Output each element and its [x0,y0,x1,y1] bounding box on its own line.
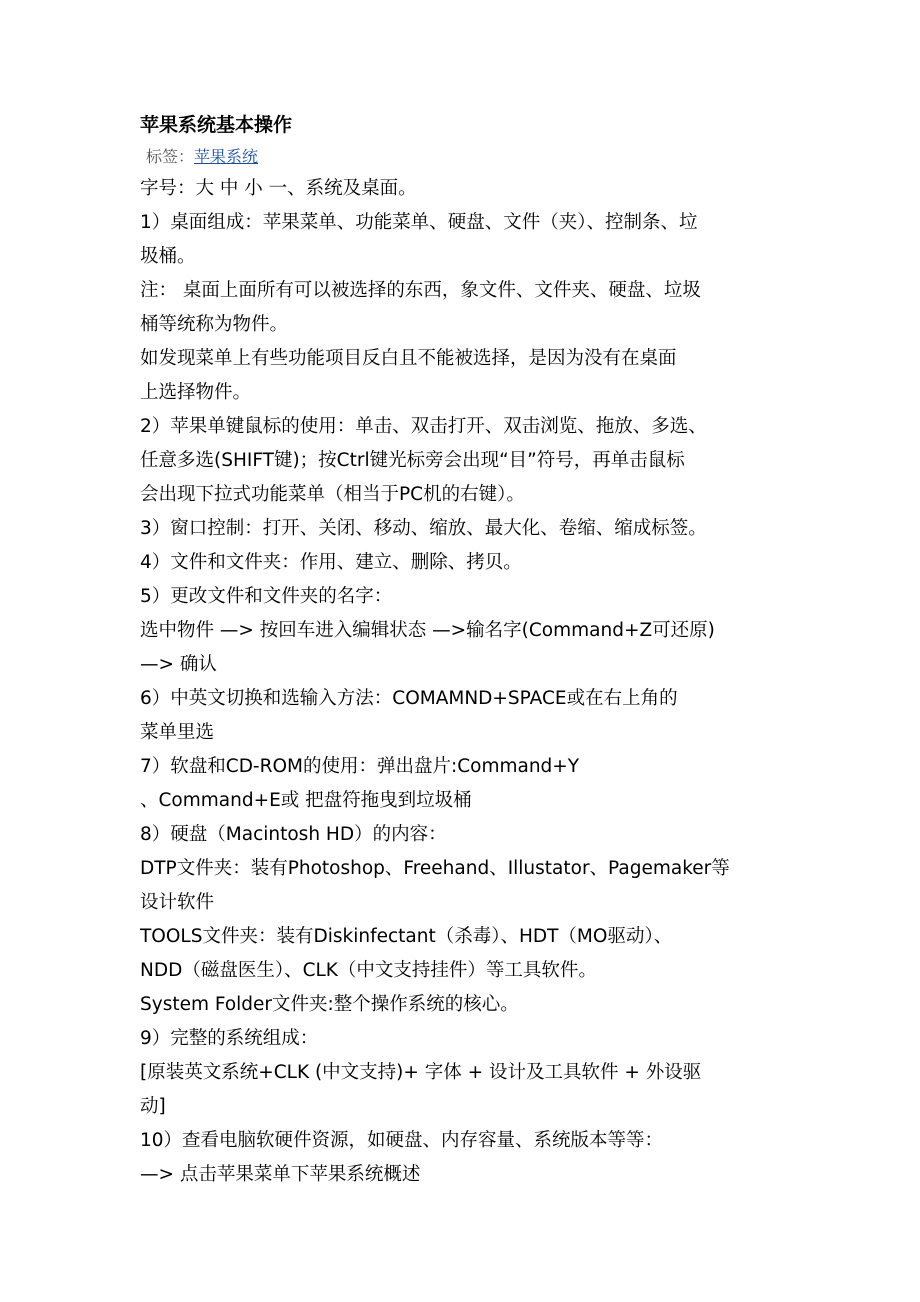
tag-line [140,142,790,172]
text-line: 5）更改文件和文件夹的名字： [140,586,393,607]
text-line: 7）软盘和CD-ROM的使用：弹出盘片:Command+Y [140,756,580,777]
text-line: 9）完整的系统组成： [140,1028,319,1049]
text-line: 字号：大 中 小 一、系统及桌面。 [140,178,417,199]
text-line: 会出现下拉式功能菜单（相当于PC机的右键）。 [140,484,525,505]
document-body [140,108,790,1192]
text-line: 设计软件 [140,892,215,913]
text-line: 上选择物件。 [140,382,252,403]
text-line: 1）桌面组成：苹果菜单、功能菜单、硬盘、文件（夹）、控制条、垃 [140,212,698,233]
text-line: [原装英文系统+CLK (中文支持)+ 字体 + 设计及工具软件 + 外设驱 [140,1062,702,1083]
text-line: 圾桶。 [140,246,196,267]
text-line: 2）苹果单键鼠标的使用：单击、双击打开、双击浏览、拖放、多选、 [140,416,707,437]
text-line: System Folder文件夹:整个操作系统的核心。 [140,994,519,1015]
text-line: 6）中英文切换和选输入方法：COMAMND+SPACE或在右上角的 [140,688,678,709]
text-line: 选中物件 —> 按回车进入编辑状态 —>输名字(Command+Z可还原) [140,620,715,641]
text-line: —> 点击苹果菜单下苹果系统概述 [140,1164,421,1185]
tag-link[interactable]: 苹果系统 [194,147,259,166]
text-line: 动] [140,1096,166,1117]
text-line: 3）窗口控制：打开、关闭、移动、缩放、最大化、卷缩、缩成标签。 [140,518,707,539]
text-line: 菜单里选 [140,722,215,743]
document-lines [140,172,790,1192]
text-line: 、Command+E或 把盘符拖曳到垃圾桶 [140,790,472,811]
text-line: 如发现菜单上有些功能项目反白且不能被选择，是因为没有在桌面 [140,348,677,369]
tag-label: 标签： [146,147,195,166]
text-line: DTP文件夹：装有Photoshop、Freehand、Illustator、Pagemaker等 [140,858,730,879]
text-line: 任意多选(SHIFT键)；按Ctrl键光标旁会出现“目”符号，再单击鼠标 [140,450,685,471]
text-line: NDD（磁盘医生）、CLK（中文支持挂件）等工具软件。 [140,960,597,981]
document-title: 苹果系统基本操作 [140,114,293,136]
text-line: —> 确认 [140,654,217,675]
text-line: 桶等统称为物件。 [140,314,289,335]
text-line: 4）文件和文件夹：作用、建立、删除、拷贝。 [140,552,522,573]
text-line: 注： 桌面上面所有可以被选择的东西，象文件、文件夹、硬盘、垃圾 [140,280,701,301]
text-line: 10）查看电脑软硬件资源，如硬盘、内存容量、系统版本等等： [140,1130,664,1151]
text-line: TOOLS文件夹：装有Diskinfectant（杀毒）、HDT（MO驱动）、 [140,926,673,947]
text-line: 8）硬盘（Macintosh HD）的内容： [140,824,447,845]
